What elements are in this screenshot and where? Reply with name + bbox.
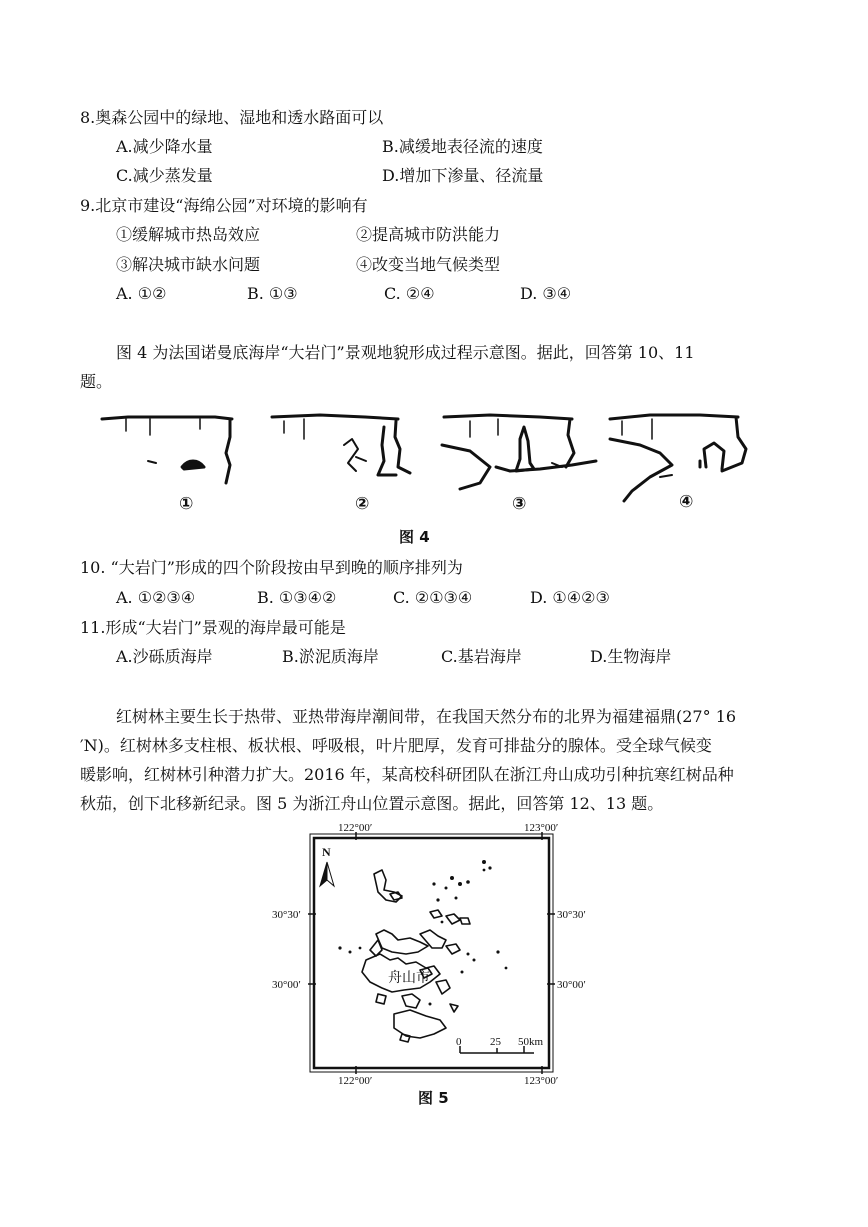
q11-option-b: B.淤泥质海岸 xyxy=(282,647,379,666)
stage-4-label: ④ xyxy=(679,492,694,512)
stage-3-sketch xyxy=(442,415,596,489)
fig5-intro-line1: 红树林主要生长于热带、亚热带海岸潮间带，在我国天然分布的北界为福建福鼎(27° 16 xyxy=(116,707,737,726)
q9-option-b: B. ①③ xyxy=(247,284,298,303)
stage-1-label: ① xyxy=(179,494,194,514)
q10-option-d: D. ①④②③ xyxy=(530,588,610,607)
stage-2-sketch xyxy=(272,415,410,475)
lat-left-upper: 30°30′ xyxy=(272,909,301,921)
map-outer-frame xyxy=(310,834,553,1072)
stage-4-sketch xyxy=(610,415,746,501)
q8-option-b: B.减缓地表径流的速度 xyxy=(382,137,543,156)
fig4-sketches xyxy=(0,405,868,505)
q10-option-b: B. ①③④② xyxy=(257,588,337,607)
zhoushan-map xyxy=(270,822,586,1087)
scale-bar xyxy=(456,1036,544,1053)
q10-option-c: C. ②①③④ xyxy=(393,588,473,607)
lat-left-lower: 30°00′ xyxy=(272,979,301,991)
lat-right-lower: 30°00′ xyxy=(557,979,586,991)
lon-bottom-left: 122°00′ xyxy=(338,1075,373,1087)
q9-stem: 9.北京市建设“海绵公园”对环境的影响有 xyxy=(80,196,368,215)
q9-option-c: C. ②④ xyxy=(384,284,435,303)
q9-statement-1: ①缓解城市热岛效应 xyxy=(116,225,261,244)
svg-text:N: N xyxy=(322,845,331,859)
city-label: 舟山市 xyxy=(388,970,430,986)
fig5-intro-line2: ′N)。红树林多支柱根、板状根、呼吸根，叶片肥厚，发育可排盐分的腺体。受全球气候变 xyxy=(80,736,712,755)
stage-2-label: ② xyxy=(355,494,370,514)
stage-1-sketch xyxy=(102,417,232,483)
q9-option-a: A. ①② xyxy=(116,284,167,303)
q10-stem: 10. “大岩门”形成的四个阶段按由早到晚的顺序排列为 xyxy=(80,558,463,577)
q9-statement-3: ③解决城市缺水问题 xyxy=(116,255,261,274)
q9-option-d: D. ③④ xyxy=(520,284,572,303)
q8-option-d: D.增加下渗量、径流量 xyxy=(382,166,544,185)
fig5-intro-line3: 暖影响，红树林引种潜力扩大。2016 年，某高校科研团队在浙江舟山成功引种抗寒红树品种 xyxy=(80,765,734,784)
fig4-intro-line1: 图 4 为法国诺曼底海岸“大岩门”景观地貌形成过程示意图。据此，回答第 10、11 xyxy=(116,343,695,362)
q10-option-a: A. ①②③④ xyxy=(116,588,196,607)
lon-bottom-right: 123°00′ xyxy=(524,1075,559,1087)
q11-stem: 11.形成“大岩门”景观的海岸最可能是 xyxy=(80,618,346,637)
q11-option-d: D.生物海岸 xyxy=(590,647,672,666)
svg-text:25: 25 xyxy=(490,1036,501,1048)
q8-stem: 8.奥森公园中的绿地、湿地和透水路面可以 xyxy=(80,108,384,127)
svg-text:50km: 50km xyxy=(518,1036,544,1048)
fig5-caption: 图 5 xyxy=(418,1089,449,1107)
islands xyxy=(362,870,470,1042)
q8-option-a: A.减少降水量 xyxy=(116,137,213,156)
q9-statement-4: ④改变当地气候类型 xyxy=(356,255,501,274)
fig4-intro-line2: 题。 xyxy=(80,372,113,391)
q8-option-c: C.减少蒸发量 xyxy=(116,166,213,185)
q11-option-a: A.沙砾质海岸 xyxy=(116,647,213,666)
fig5-intro-line4: 秋茄，创下北移新纪录。图 5 为浙江舟山位置示意图。据此，回答第 12、13 题。 xyxy=(80,794,664,813)
north-arrow-icon xyxy=(320,845,334,886)
lat-right-upper: 30°30′ xyxy=(557,909,586,921)
lon-top-left: 122°00′ xyxy=(338,822,373,834)
q11-option-c: C.基岩海岸 xyxy=(441,647,522,666)
svg-text:0: 0 xyxy=(456,1036,462,1048)
q9-statement-2: ②提高城市防洪能力 xyxy=(356,225,501,244)
fig4-caption: 图 4 xyxy=(399,528,430,546)
stage-3-label: ③ xyxy=(512,494,527,514)
lon-top-right: 123°00′ xyxy=(524,822,559,834)
